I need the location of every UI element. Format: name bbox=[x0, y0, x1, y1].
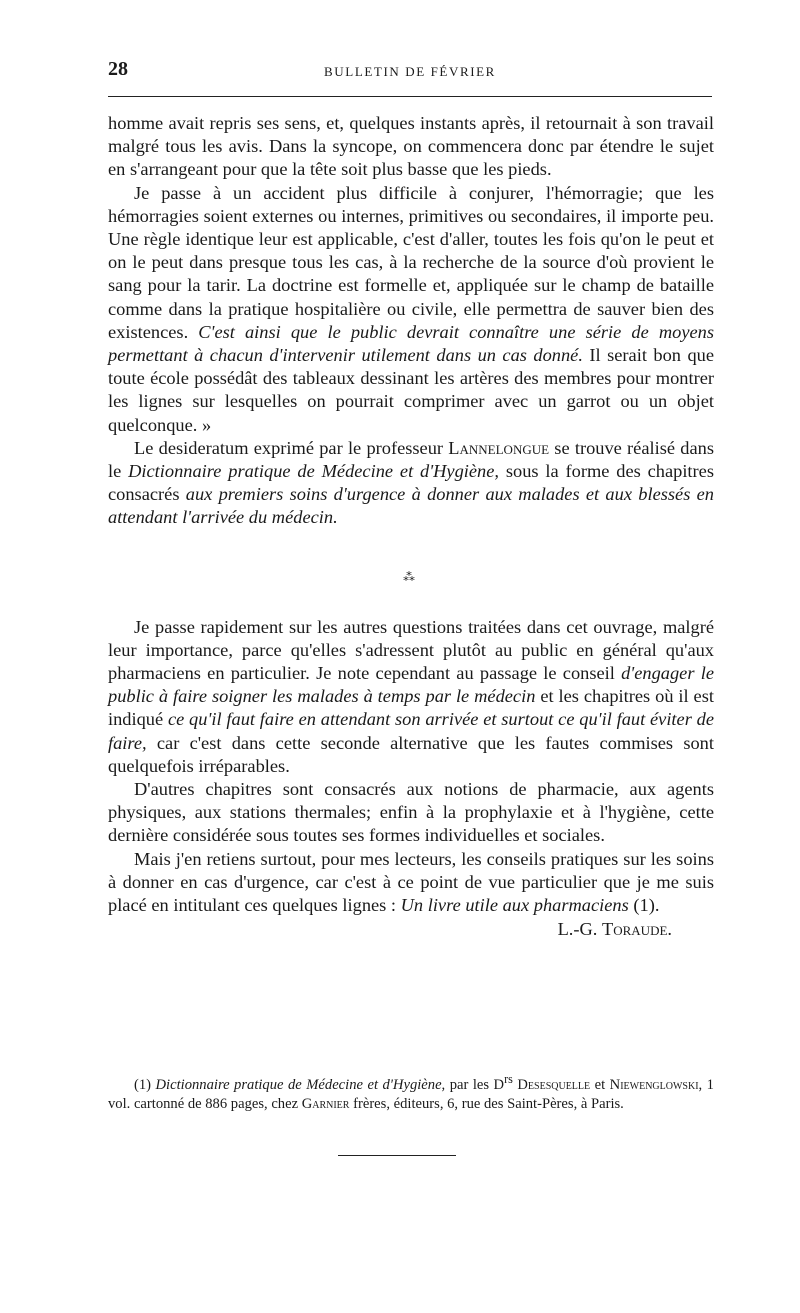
footnote-marker: (1) bbox=[134, 1076, 156, 1093]
footnote-text-a: par les D bbox=[445, 1076, 505, 1093]
article-body bbox=[108, 112, 714, 942]
paragraph-5: D'autres chapitres sont consacrés aux notions de pharmacie, aux agents physiques, aux stations thermales; enfin à la prophylaxie et à l'hygiène, cette dernière considérée sous toutes ses formes individuelles et sociales. bbox=[108, 779, 714, 846]
footnote bbox=[108, 1070, 714, 1115]
paragraph-3-text-c: sous la forme des chapitres consacrés bbox=[108, 461, 714, 505]
paragraph-6 bbox=[108, 848, 714, 918]
paragraph-3-italic-b: aux premiers soins d'urgence à donner aux malades et aux blessés en attendant l'arrivée du médecin. bbox=[108, 484, 715, 528]
footnote-text bbox=[108, 1070, 714, 1115]
paragraph-6-text-a: Mais j'en retiens surtout, pour mes lecteurs, les conseils pratiques sur les soins à donner en cas d'urgence, car c'est à ce point de vue particulier que je me suis placé en intitulant ces quelques lignes : bbox=[108, 848, 714, 916]
footnote-author-1: Desesquelle bbox=[517, 1076, 591, 1093]
paragraph-3-text-a: Le desideratum exprimé par le professeur bbox=[134, 437, 449, 458]
footnote-author-2: Niewenglowski bbox=[609, 1076, 699, 1093]
author-signature bbox=[108, 918, 714, 941]
footnote-publisher: Garnier bbox=[301, 1096, 350, 1113]
bottom-rule bbox=[338, 1155, 456, 1156]
paragraph-4-italic-a: d'engager le public à faire soigner les malades à temps par le médecin bbox=[108, 663, 714, 707]
page-header bbox=[108, 58, 712, 90]
paragraph-4-italic-b: ce qu'il faut faire en attendant son arrivée et surtout ce qu'il faut éviter de faire, bbox=[108, 709, 715, 753]
paragraph-2-text-a: Je passe à un accident plus difficile à conjurer, l'hémorragie; que les hémorragies soient externes ou internes, primitives ou secondaires, il importe peu. Une règle identique leur est applicable, c'est d'aller, toutes les fois qu'on le peut et on le peut dans presque tous les cas, à la recherche de la source d'où provient le sang pour la tarir. La doctrine est formelle et, appliquée sur le champ de bataille comme dans la pratique hospitalière ou civile, elle permettra de sauver bien des existences. bbox=[108, 182, 714, 342]
footnote-sup: rs bbox=[504, 1072, 513, 1086]
footnote-book-title: Dictionnaire pratique de Médecine et d'Hygiène, bbox=[155, 1076, 446, 1093]
paragraph-2 bbox=[108, 182, 714, 437]
signature-name: Toraude. bbox=[602, 919, 672, 940]
book-title: Dictionnaire pratique de Médecine et d'Hygiène, bbox=[128, 461, 500, 482]
paragraph-3 bbox=[108, 437, 714, 530]
header-rule bbox=[108, 96, 712, 97]
footnote-text-e: frères, éditeurs, 6, rue des Saint-Pères, à Paris. bbox=[349, 1096, 624, 1113]
running-title: BULLETIN DE FÉVRIER bbox=[324, 64, 496, 79]
paragraph-4-text-a: Je passe rapidement sur les autres questions traitées dans cet ouvrage, malgré leur importance, parce qu'elles s'adressent plutôt au public en général qu'aux pharmaciens en particulier. Je note cependant au passage le conseil bbox=[108, 616, 714, 684]
author-lannelongue: Lannelongue bbox=[448, 437, 550, 458]
signature-initials: L.-G. bbox=[557, 919, 602, 940]
paragraph-3-text-b: se trouve réalisé dans le bbox=[108, 437, 714, 482]
paragraph-2-italic: C'est ainsi que le public devrait connaître une série de moyens permettant à chacun d'intervenir utilement dans un cas donné. bbox=[108, 321, 714, 366]
paragraph-1: homme avait repris ses sens, et, quelques instants après, il retournait à son travail malgré tous les avis. Dans la syncope, on commencera donc par étendre le sujet en s'arrangeant pour que la tête soit plus basse que les pieds. bbox=[108, 113, 714, 180]
footnote-reference: (1). bbox=[628, 895, 660, 916]
paragraph-4-text-b: et les chapitres où il est indiqué bbox=[108, 686, 714, 730]
footnote-text-d: , 1 vol. cartonné de 886 pages, chez bbox=[108, 1076, 714, 1113]
asterism-separator: ⁂ bbox=[403, 569, 419, 584]
paragraph-6-italic: Un livre utile aux pharmaciens bbox=[400, 895, 629, 916]
paragraph-2-text-b: Il serait bon que toute école possédât des tableaux dessinant les artères des membres pour montrer les lignes sur lesquelles on pourrait comprimer avec un garrot ou un objet quelconque. » bbox=[108, 345, 714, 435]
paragraph-4-text-c: car c'est dans cette seconde alternative que les fautes commises sont quelquefois irréparables. bbox=[108, 732, 714, 776]
page-number: 28 bbox=[108, 58, 128, 80]
paragraph-4 bbox=[108, 616, 714, 778]
footnote-text-c: et bbox=[590, 1076, 610, 1093]
